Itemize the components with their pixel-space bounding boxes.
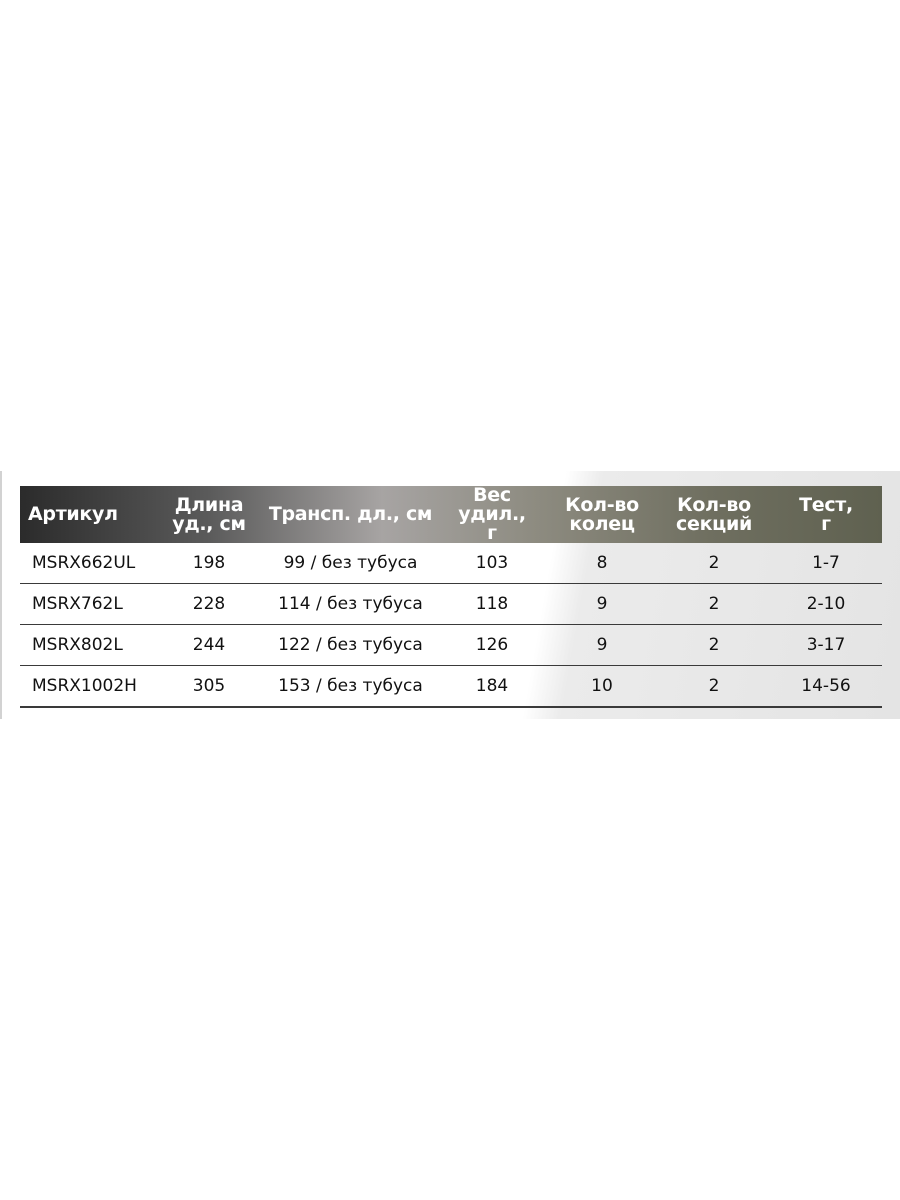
cell-article: MSRX662UL xyxy=(20,543,155,584)
table-row xyxy=(20,666,882,708)
cell-rod-length: 244 xyxy=(155,625,263,666)
cell-transport-length: 114 / без тубуса xyxy=(263,584,438,625)
cell-rod-weight: 184 xyxy=(438,666,546,708)
table-row xyxy=(20,625,882,666)
cell-rod-length: 228 xyxy=(155,584,263,625)
cell-section-count: 2 xyxy=(658,666,770,708)
cell-article: MSRX1002H xyxy=(20,666,155,708)
table-row xyxy=(20,584,882,625)
cell-section-count: 2 xyxy=(658,584,770,625)
cell-test: 14-56 xyxy=(770,666,882,708)
cell-transport-length: 153 / без тубуса xyxy=(263,666,438,708)
table-row xyxy=(20,543,882,584)
header-test: Тест, г xyxy=(799,493,853,535)
cell-rod-length: 198 xyxy=(155,543,263,584)
cell-article: MSRX762L xyxy=(20,584,155,625)
header-section-count: Кол-во секций xyxy=(676,493,752,535)
cell-test: 2-10 xyxy=(770,584,882,625)
cell-rod-weight: 118 xyxy=(438,584,546,625)
cell-ring-count: 8 xyxy=(546,543,658,584)
cell-rod-length: 305 xyxy=(155,666,263,708)
cell-ring-count: 9 xyxy=(546,625,658,666)
cell-ring-count: 9 xyxy=(546,584,658,625)
header-rod-weight: Вес удил., г xyxy=(458,484,526,544)
cell-transport-length: 99 / без тубуса xyxy=(263,543,438,584)
rod-specs-table xyxy=(20,486,882,708)
header-transport-length: Трансп. дл., см xyxy=(268,503,433,525)
cell-section-count: 2 xyxy=(658,625,770,666)
header-rod-length: Длина уд., см xyxy=(172,493,246,535)
header-ring-count: Кол-во колец xyxy=(565,493,639,535)
table-header-row xyxy=(20,486,882,543)
cell-rod-weight: 103 xyxy=(438,543,546,584)
cell-test: 1-7 xyxy=(770,543,882,584)
cell-test: 3-17 xyxy=(770,625,882,666)
cell-ring-count: 10 xyxy=(546,666,658,708)
header-article: Артикул xyxy=(28,503,118,525)
cell-article: MSRX802L xyxy=(20,625,155,666)
cell-rod-weight: 126 xyxy=(438,625,546,666)
cell-section-count: 2 xyxy=(658,543,770,584)
cell-transport-length: 122 / без тубуса xyxy=(263,625,438,666)
